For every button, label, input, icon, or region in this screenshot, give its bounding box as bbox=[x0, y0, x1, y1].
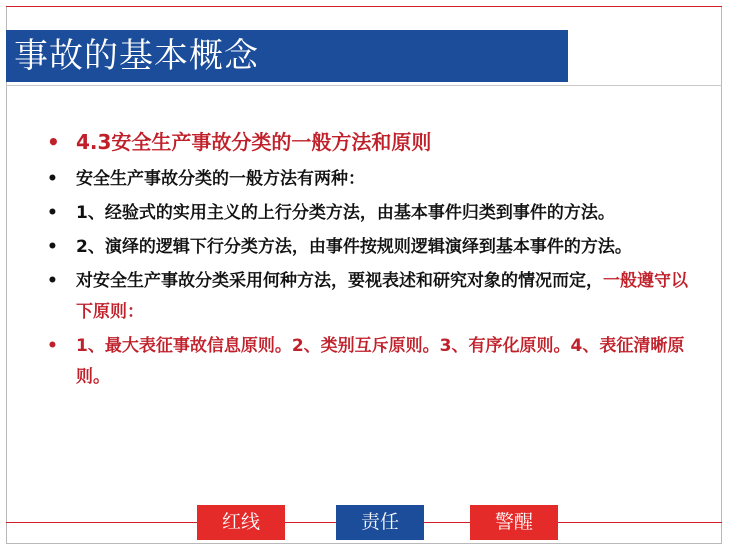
list-item-text: 1、最大表征事故信息原则。2、类别互斥原则。3、有序化原则。4、表征清晰原则。 bbox=[76, 336, 685, 387]
slide-content bbox=[40, 126, 690, 396]
section-heading-text: 4.3安全生产事故分类的一般方法和原则 bbox=[76, 130, 432, 154]
red-line-button[interactable]: 红线 bbox=[197, 505, 285, 540]
list-item bbox=[40, 266, 690, 328]
list-item bbox=[40, 164, 690, 195]
top-red-rule bbox=[6, 6, 722, 7]
list-item bbox=[40, 232, 690, 263]
title-divider bbox=[6, 85, 722, 86]
warning-button[interactable]: 警醒 bbox=[470, 505, 558, 540]
list-item bbox=[40, 198, 690, 229]
highlighted-text: 一般遵守以下原则： bbox=[76, 271, 688, 322]
bullet-icon: • bbox=[47, 237, 58, 257]
list-item-text: 1、经验式的实用主义的上行分类方法，由基本事件归类到事件的方法。 bbox=[76, 203, 615, 223]
bullet-icon: • bbox=[47, 169, 58, 189]
list-item-principles bbox=[40, 331, 690, 393]
responsibility-button[interactable]: 责任 bbox=[336, 505, 424, 540]
bullet-icon: • bbox=[47, 336, 58, 356]
bullet-icon: • bbox=[47, 271, 58, 291]
list-item-text: 安全生产事故分类的一般方法有两种： bbox=[76, 169, 365, 189]
bullet-icon: • bbox=[47, 203, 58, 223]
section-heading bbox=[40, 126, 690, 158]
bullet-icon: • bbox=[47, 130, 60, 154]
slide-title: 事故的基本概念 bbox=[14, 36, 259, 76]
list-item-text: 2、演绎的逻辑下行分类方法，由事件按规则逻辑演绎到基本事件的方法。 bbox=[76, 237, 632, 257]
list-item-text: 对安全生产事故分类采用何种方法，要视表述和研究对象的情况而定， bbox=[76, 271, 603, 291]
